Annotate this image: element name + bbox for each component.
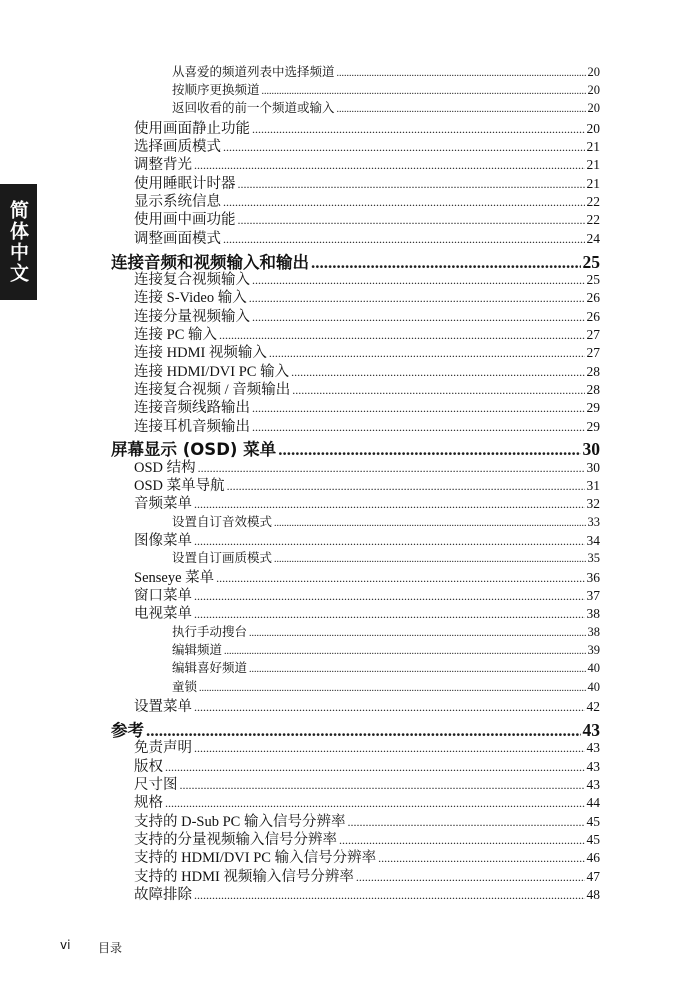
toc-entry-level-2[interactable] bbox=[134, 534, 600, 549]
toc-entry-title: OSD 菜单导航 bbox=[134, 478, 225, 494]
toc-entry-page: 31 bbox=[586, 478, 600, 493]
toc-entry-level-2[interactable] bbox=[134, 571, 600, 586]
toc-entry-title: 显示系统信息 bbox=[134, 194, 221, 210]
toc-leader-dots bbox=[224, 647, 585, 657]
toc-entry-level-2[interactable] bbox=[134, 760, 600, 775]
toc-entry-title: 设置自订音效模式 bbox=[172, 515, 273, 529]
toc-entry-title: 连接音频线路输出 bbox=[134, 400, 250, 416]
toc-leader-dots bbox=[198, 462, 585, 474]
toc-leader-dots bbox=[180, 779, 585, 791]
toc-entry-title: 童锁 bbox=[172, 680, 198, 694]
toc-entry-title: 使用睡眠计时器 bbox=[134, 176, 236, 192]
toc-entry-page: 30 bbox=[582, 439, 600, 459]
toc-entry-page: 48 bbox=[586, 887, 600, 902]
toc-entry-title: 返回收看的前一个频道或输入 bbox=[172, 101, 335, 115]
toc-entry-page: 24 bbox=[586, 231, 600, 246]
toc-entry-page: 36 bbox=[586, 570, 600, 585]
toc-leader-dots bbox=[311, 254, 581, 271]
toc-entry-page: 40 bbox=[587, 680, 600, 694]
toc-entry-title: 连接分量视频输入 bbox=[134, 309, 250, 325]
toc-entry-page: 21 bbox=[586, 157, 600, 172]
toc-entry-level-2[interactable] bbox=[134, 365, 600, 380]
toc-leader-dots bbox=[252, 421, 585, 433]
toc-entry-level-2[interactable] bbox=[134, 870, 600, 885]
toc-leader-dots bbox=[249, 292, 585, 304]
toc-entry-page: 20 bbox=[587, 83, 600, 97]
toc-entry-title: 支持的分量视频输入信号分辨率 bbox=[134, 832, 337, 848]
toc-leader-dots bbox=[337, 69, 586, 79]
toc-entry-title: 窗口菜单 bbox=[134, 588, 192, 604]
footer-section-title: 目录 bbox=[98, 941, 123, 955]
toc-entry-title: 连接 HDMI 视频输入 bbox=[134, 345, 267, 361]
toc-leader-dots bbox=[199, 684, 585, 694]
toc-entry-level-2[interactable] bbox=[134, 815, 600, 830]
toc-entry-level-2[interactable] bbox=[134, 420, 600, 435]
toc-leader-dots bbox=[291, 366, 584, 378]
toc-entry-title: 调整画面模式 bbox=[134, 231, 221, 247]
toc-leader-dots bbox=[194, 590, 585, 602]
toc-entry-level-2[interactable] bbox=[134, 479, 600, 494]
toc-entry-title: 按顺序更换频道 bbox=[172, 83, 260, 97]
toc-entry-page: 46 bbox=[586, 850, 600, 865]
toc-entry-level-2[interactable] bbox=[134, 700, 600, 715]
toc-entry-title: 连接 PC 输入 bbox=[134, 327, 217, 343]
toc-entry-page: 43 bbox=[582, 720, 600, 740]
toc-entry-level-2[interactable] bbox=[134, 833, 600, 848]
language-side-tab bbox=[0, 184, 37, 300]
toc-entry-page: 22 bbox=[586, 194, 600, 209]
toc-entry-level-2[interactable] bbox=[134, 328, 600, 343]
toc-entry-level-3[interactable] bbox=[172, 681, 600, 694]
toc-entry-level-2[interactable] bbox=[134, 497, 600, 512]
toc-entry-title: 连接 S-Video 输入 bbox=[134, 290, 247, 306]
toc-leader-dots bbox=[165, 761, 585, 773]
toc-entry-title: 连接音频和视频输入和输出 bbox=[111, 253, 309, 272]
toc-entry-title: 从喜爱的频道列表中选择频道 bbox=[172, 65, 335, 79]
toc-leader-dots bbox=[252, 311, 585, 323]
toc-entry-title: 编辑频道 bbox=[172, 643, 223, 657]
toc-entry-page: 37 bbox=[586, 588, 600, 603]
toc-leader-dots bbox=[339, 834, 585, 846]
toc-entry-level-2[interactable] bbox=[134, 589, 600, 604]
toc-entry-title: 支持的 D-Sub PC 输入信号分辨率 bbox=[134, 814, 346, 830]
toc-entry-page: 45 bbox=[586, 832, 600, 847]
toc-entry-page: 43 bbox=[586, 777, 600, 792]
toc-leader-dots bbox=[347, 816, 584, 828]
toc-entry-page: 25 bbox=[586, 272, 600, 287]
toc-leader-dots bbox=[165, 797, 585, 809]
toc-entry-page: 33 bbox=[587, 515, 600, 529]
toc-entry-level-2[interactable] bbox=[134, 607, 600, 622]
toc-entry-level-3[interactable] bbox=[172, 662, 600, 675]
toc-leader-dots bbox=[378, 852, 584, 864]
toc-entry-page: 22 bbox=[586, 212, 600, 227]
toc-entry-level-2[interactable] bbox=[134, 195, 600, 210]
toc-entry-page: 27 bbox=[586, 327, 600, 342]
toc-entry-page: 21 bbox=[586, 139, 600, 154]
language-side-tab-label: 简体中文 bbox=[7, 200, 29, 284]
toc-entry-title: 使用画中画功能 bbox=[134, 212, 236, 228]
toc-entry-level-1[interactable] bbox=[111, 254, 600, 272]
toc-leader-dots bbox=[238, 214, 585, 226]
toc-leader-dots bbox=[238, 178, 585, 190]
toc-entry-page: 32 bbox=[586, 496, 600, 511]
toc-entry-level-3[interactable] bbox=[172, 102, 600, 115]
toc-leader-dots bbox=[262, 87, 586, 97]
toc-entry-level-3[interactable] bbox=[172, 626, 600, 639]
toc-entry-title: 尺寸图 bbox=[134, 777, 178, 793]
toc-entry-page: 38 bbox=[586, 606, 600, 621]
toc-entry-title: 连接 HDMI/DVI PC 输入 bbox=[134, 364, 290, 380]
toc-entry-title: 连接复合视频 / 音频输出 bbox=[134, 382, 291, 398]
toc-leader-dots bbox=[223, 196, 585, 208]
toc-leader-dots bbox=[227, 480, 585, 492]
toc-entry-level-2[interactable] bbox=[134, 213, 600, 228]
toc-leader-dots bbox=[194, 608, 585, 620]
toc-entry-page: 26 bbox=[586, 290, 600, 305]
toc-leader-dots bbox=[249, 629, 585, 639]
toc-leader-dots bbox=[292, 384, 584, 396]
toc-entry-page: 47 bbox=[586, 869, 600, 884]
toc-entry-level-2[interactable] bbox=[134, 122, 600, 137]
toc-leader-dots bbox=[216, 572, 584, 584]
toc-leader-dots bbox=[252, 402, 585, 414]
toc-entry-level-2[interactable] bbox=[134, 741, 600, 756]
toc-leader-dots bbox=[252, 123, 585, 135]
toc-entry-title: 屏幕显示 (OSD) 菜单 bbox=[111, 440, 277, 459]
toc-entry-title: 选择画质模式 bbox=[134, 139, 221, 155]
toc-entry-page: 26 bbox=[586, 309, 600, 324]
toc-entry-title: 设置菜单 bbox=[134, 699, 192, 715]
toc-entry-title: 使用画面静止功能 bbox=[134, 121, 250, 137]
toc-entry-level-2[interactable] bbox=[134, 291, 600, 306]
toc-entry-title: 版权 bbox=[134, 759, 163, 775]
toc-leader-dots bbox=[194, 889, 585, 901]
toc-entry-level-1[interactable] bbox=[111, 722, 600, 740]
toc-entry-page: 20 bbox=[586, 121, 600, 136]
toc-entry-page: 27 bbox=[586, 345, 600, 360]
toc-entry-level-2[interactable] bbox=[134, 796, 600, 811]
toc-entry-page: 38 bbox=[587, 625, 600, 639]
toc-entry-page: 25 bbox=[582, 252, 600, 272]
toc-entry-page: 20 bbox=[587, 101, 600, 115]
toc-entry-page: 42 bbox=[586, 699, 600, 714]
toc-entry-page: 21 bbox=[586, 176, 600, 191]
toc-entry-level-2[interactable] bbox=[134, 778, 600, 793]
toc-entry-level-1[interactable] bbox=[111, 441, 600, 459]
toc-leader-dots bbox=[223, 141, 585, 153]
toc-entry-title: 执行手动搜台 bbox=[172, 625, 248, 639]
toc-entry-title: 支持的 HDMI/DVI PC 输入信号分辨率 bbox=[134, 850, 377, 866]
toc-entry-title: 支持的 HDMI 视频输入信号分辨率 bbox=[134, 869, 354, 885]
toc-entry-page: 45 bbox=[586, 814, 600, 829]
toc-entry-page: 39 bbox=[587, 643, 600, 657]
toc-entry-level-2[interactable] bbox=[134, 346, 600, 361]
toc-entry-title: 电视菜单 bbox=[134, 606, 192, 622]
toc-entry-page: 28 bbox=[586, 382, 600, 397]
toc-entry-page: 40 bbox=[587, 661, 600, 675]
toc-entry-page: 20 bbox=[587, 65, 600, 79]
toc-leader-dots bbox=[194, 498, 585, 510]
toc-leader-dots bbox=[337, 105, 586, 115]
toc-entry-level-2[interactable] bbox=[134, 888, 600, 903]
toc-entry-level-2[interactable] bbox=[134, 461, 600, 476]
toc-entry-page: 43 bbox=[586, 740, 600, 755]
toc-entry-title: 音频菜单 bbox=[134, 496, 192, 512]
toc-leader-dots bbox=[146, 722, 581, 739]
toc-entry-level-3[interactable] bbox=[172, 66, 600, 79]
toc-entry-title: 编辑喜好频道 bbox=[172, 661, 248, 675]
toc-entry-title: 连接耳机音频输出 bbox=[134, 419, 250, 435]
toc-entry-level-3[interactable] bbox=[172, 84, 600, 97]
toc-entry-title: OSD 结构 bbox=[134, 460, 196, 476]
toc-entry-level-3[interactable] bbox=[172, 516, 600, 529]
footer-page-number: vi bbox=[60, 938, 71, 952]
toc-leader-dots bbox=[223, 233, 585, 245]
toc-entry-level-2[interactable] bbox=[134, 401, 600, 416]
toc-entry-page: 35 bbox=[587, 551, 600, 565]
toc-entry-page: 30 bbox=[586, 460, 600, 475]
toc-entry-level-2[interactable] bbox=[134, 851, 600, 866]
toc-leader-dots bbox=[269, 347, 585, 359]
toc-entry-level-3[interactable] bbox=[172, 552, 600, 565]
toc-entry-title: 图像菜单 bbox=[134, 533, 192, 549]
toc-entry-title: 故障排除 bbox=[134, 887, 192, 903]
toc-entry-title: 参考 bbox=[111, 721, 144, 740]
toc-entry-title: 设置自订画质模式 bbox=[172, 551, 273, 565]
toc-entry-level-2[interactable] bbox=[134, 310, 600, 325]
toc-entry-level-2[interactable] bbox=[134, 273, 600, 288]
toc-entry-level-2[interactable] bbox=[134, 232, 600, 247]
toc-entry-page: 44 bbox=[586, 795, 600, 810]
toc-entry-level-2[interactable] bbox=[134, 383, 600, 398]
toc-leader-dots bbox=[194, 535, 585, 547]
toc-leader-dots bbox=[278, 441, 580, 458]
toc-leader-dots bbox=[249, 665, 585, 675]
toc-leader-dots bbox=[194, 742, 585, 754]
toc-entry-page: 43 bbox=[586, 759, 600, 774]
toc-entry-level-3[interactable] bbox=[172, 644, 600, 657]
toc-leader-dots bbox=[356, 871, 585, 883]
toc-leader-dots bbox=[252, 274, 585, 286]
toc-entry-level-2[interactable] bbox=[134, 158, 600, 173]
toc-entry-page: 28 bbox=[586, 364, 600, 379]
toc-entry-level-2[interactable] bbox=[134, 140, 600, 155]
toc-leader-dots bbox=[274, 555, 585, 565]
toc-entry-level-2[interactable] bbox=[134, 177, 600, 192]
toc-entry-title: 规格 bbox=[134, 795, 163, 811]
toc-entry-page: 29 bbox=[586, 419, 600, 434]
toc-leader-dots bbox=[194, 701, 585, 713]
toc-entry-page: 29 bbox=[586, 400, 600, 415]
toc-entry-title: 调整背光 bbox=[134, 157, 192, 173]
toc-entry-title: Senseye 菜单 bbox=[134, 570, 215, 586]
toc-leader-dots bbox=[274, 519, 585, 529]
toc-leader-dots bbox=[194, 159, 585, 171]
toc-entry-title: 连接复合视频输入 bbox=[134, 272, 250, 288]
toc-entry-title: 免责声明 bbox=[134, 740, 192, 756]
toc-leader-dots bbox=[219, 329, 585, 341]
toc-entry-page: 34 bbox=[586, 533, 600, 548]
